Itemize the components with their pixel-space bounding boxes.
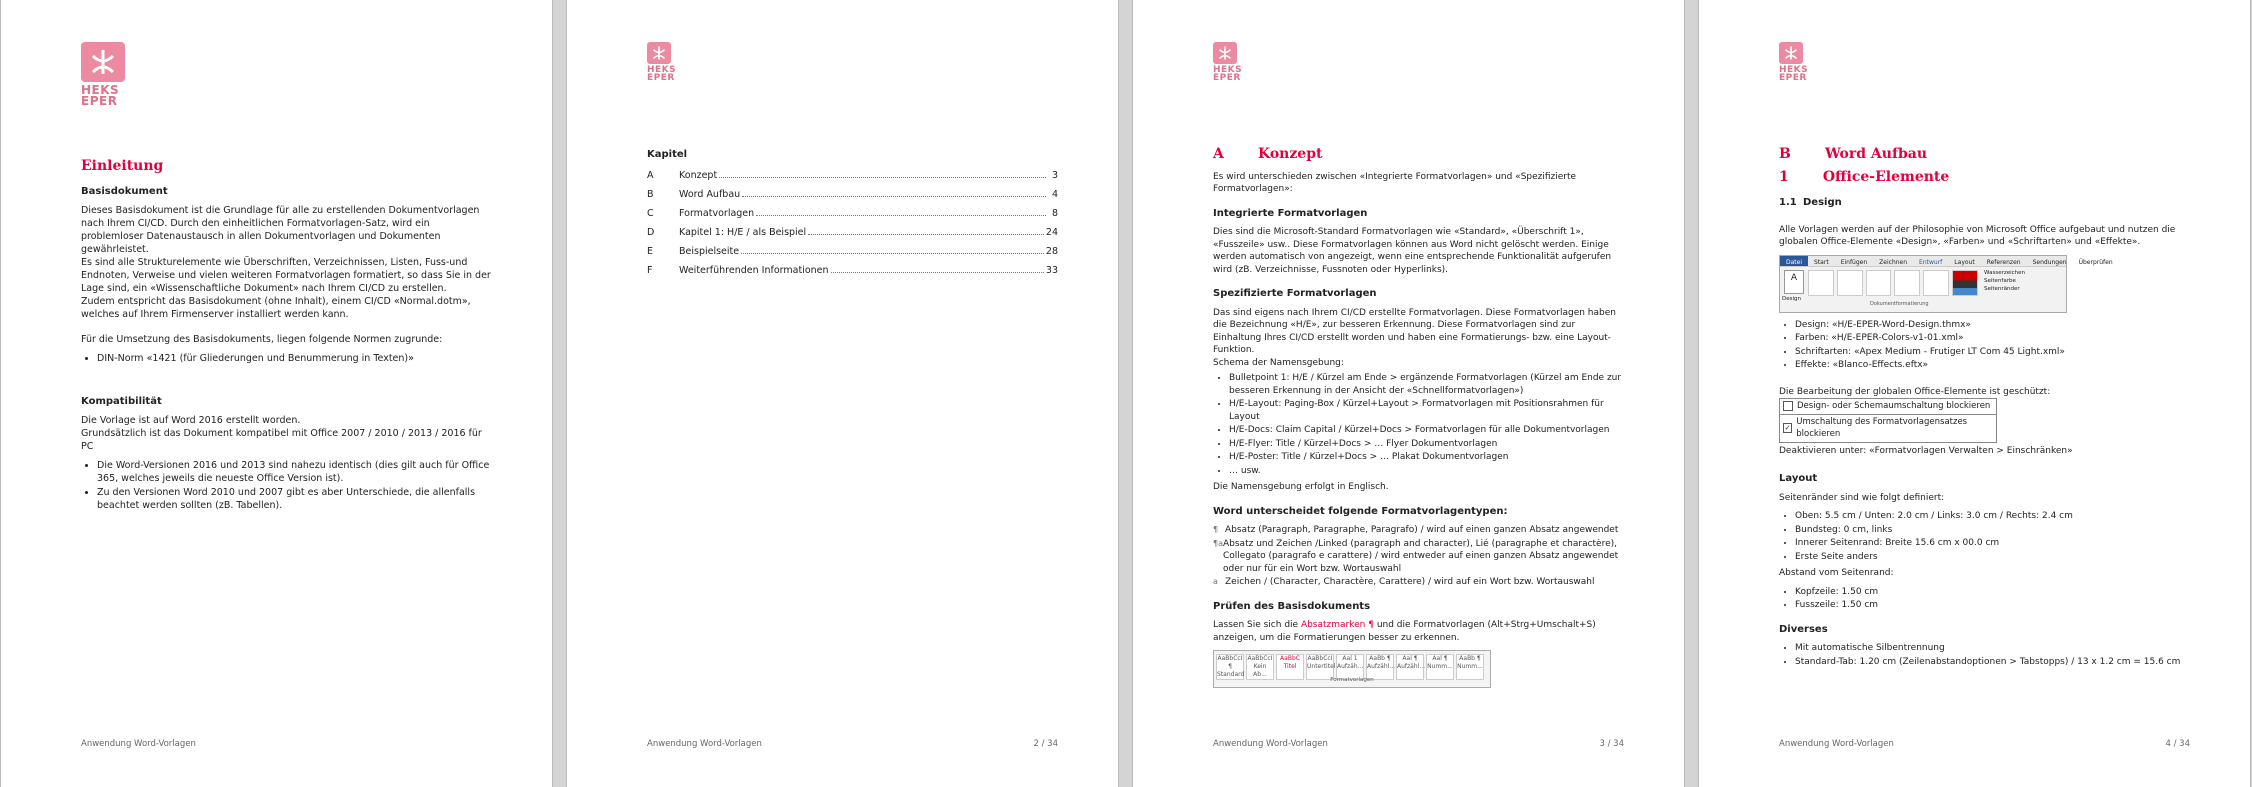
bullet-list — [1779, 642, 2190, 668]
ribbon-tab: Überprüfen — [2078, 258, 2113, 266]
ribbon-tab: Start — [1814, 258, 1829, 266]
logo-icon — [1779, 42, 1803, 64]
toc-text: Formatvorlagen — [679, 208, 755, 219]
ribbon-tab: Zeichnen — [1879, 258, 1908, 266]
page-4-content — [1779, 148, 2190, 669]
paragraph: Alle Vorlagen werden auf der Philosophie von Microsoft Office aufgebaut und nutzen die globalen Office-Elemente «Design», «Farben» und «Schriftarten» und «Effekte». — [1779, 224, 2176, 247]
heks-eper-logo — [1779, 42, 1808, 82]
style-type-item: ¶ Absatz (Paragraph, Paragraphe, Paragrafo) / wird auf einen ganzen Absatz angewendet — [1213, 525, 1619, 535]
character-style-icon: a — [1213, 577, 1218, 586]
list-item: • H/E-Poster: Title / Kürzel+Docs > … Plakat Dokumentvorlagen — [1229, 451, 1624, 464]
style-gallery-item: AaBbCcI Kein Ab... — [1247, 655, 1273, 678]
page-footer — [1213, 739, 1624, 749]
bullet-list — [1779, 586, 2190, 612]
chapter-title: A Konzept — [1213, 146, 1323, 162]
page-title: Einleitung — [81, 158, 164, 174]
ribbon-tabs — [1780, 256, 2113, 267]
toc-page: 3 — [1051, 170, 1058, 181]
list-item: • Bulletpoint 1: H/E / Kürzel am Ende > ergänzende Formatvorlagen (Kürzel am Ende zur besseren Erkennung in der Ansicht der «Schnellformatvorlagen») — [1229, 372, 1624, 397]
logo-text-heks: HEKS — [1213, 65, 1243, 75]
section-heading: Prüfen des Basisdokuments — [1213, 600, 1371, 612]
list-item: • Fusszeile: 1.50 cm — [1795, 599, 2190, 612]
toc-text: Word Aufbau — [679, 189, 741, 200]
list-item: • Mit automatische Silbentrennung — [1795, 642, 2190, 655]
toc-page: 4 — [1051, 189, 1058, 200]
paragraph: Das sind eigens nach Ihrem CI/CD erstellte Formatvorlagen. Diese Formatvorlagen haben die Bezeichnung «H/E», zur besseren Erkennung. Diese Formatvorlagen sind zur Einhaltung Ihres CI/CD erstellt worden und haben eine Formatierungs- bzw. eine Layout-Funktion. — [1213, 307, 1616, 355]
document-page-4 — [1698, 0, 2251, 787]
list-item: • Bundsteg: 0 cm, links — [1795, 524, 2190, 537]
toc-entry[interactable] — [647, 245, 1058, 264]
styles-ribbon-image — [1213, 650, 1491, 688]
section-heading: Diverses — [1779, 623, 1828, 635]
toc-entry[interactable] — [647, 264, 1058, 283]
style-gallery-item: AaBbC Titel — [1276, 654, 1304, 680]
paragraph: Grundsätzlich ist das Dokument kompatibel mit Office 2007 / 2010 / 2013 / 2016 für PC — [81, 428, 482, 452]
style-gallery-item: Aal ¶ Numm... — [1426, 654, 1454, 680]
toc-entry[interactable] — [647, 188, 1058, 207]
toc-letter: B — [647, 189, 654, 200]
page-footer — [647, 739, 1058, 749]
page-3-content — [1213, 148, 1624, 688]
style-gallery-item: Aal ¶ Aufzähl... — [1396, 654, 1424, 680]
bullet-list — [1779, 319, 2190, 372]
list-item: • Design: «H/E-EPER-Word-Design.thmx» — [1795, 319, 2190, 332]
paragraph: Die Namensgebung erfolgt in Englisch. — [1213, 482, 1389, 492]
toc-entry[interactable] — [647, 226, 1058, 245]
page-number: 2 / 34 — [1033, 739, 1058, 749]
paragraph: Schema der Namensgebung: — [1213, 357, 1344, 368]
footer-title: Anwendung Word-Vorlagen — [1213, 739, 1328, 749]
chapter-title: B Word Aufbau — [1779, 146, 1928, 162]
subsection-heading: 1.1 Design — [1779, 197, 1842, 208]
section-heading: Spezifizierte Formatvorlagen — [1213, 288, 1377, 299]
heks-eper-logo — [647, 42, 676, 82]
bullet-list — [81, 352, 492, 365]
style-gallery-item: Aal 1 Aufzäh... — [1336, 654, 1364, 680]
ribbon-tab: Sendungen — [2032, 258, 2067, 266]
toc-text: Konzept — [679, 170, 718, 181]
paragraph: Zudem entspricht das Basisdokument (ohne Inhalt), einem CI/CD «Normal.dotm», welches auf Ihrem Firmenserver installiert werden kann. — [81, 296, 471, 320]
toc-letter: D — [647, 227, 655, 238]
style-gallery-item: AaBb ¶ Numm... — [1456, 654, 1484, 680]
toc-letter: E — [647, 246, 654, 257]
logo-icon — [647, 42, 671, 64]
page-footer — [81, 739, 492, 749]
paragraph: Es wird unterschieden zwischen «Integrierte Formatvorlagen» und «Spezifizierte Formatvorlagen»: — [1213, 171, 1577, 194]
toc-text: Beispielseite — [679, 246, 740, 257]
paragraph: Die Bearbeitung der globalen Office-Elemente ist geschützt: — [1779, 386, 2051, 397]
logo-icon — [81, 42, 125, 82]
page-number: 3 / 34 — [1599, 739, 1624, 749]
paragraph: Die Vorlage ist auf Word 2016 erstellt worden. — [81, 415, 301, 426]
toc-letter: F — [647, 265, 653, 276]
toc-letter: C — [647, 208, 654, 219]
document-page-3 — [1132, 0, 1685, 787]
heks-eper-logo — [1213, 42, 1242, 82]
logo-text-heks: HEKS — [81, 83, 120, 97]
logo-icon — [1213, 42, 1237, 64]
ribbon-caption: Formatvorlagen — [1330, 676, 1374, 683]
list-item: • DIN-Norm «1421 (für Gliederungen und Benummerung in Texten)» — [97, 352, 492, 365]
paragraph: Es sind alle Strukturelemente wie Überschriften, Verzeichnissen, Listen, Fuss-und Endnoten, Verweise und vielen weiteren Formatvorlagen formatiert, so dass Sie in der Lage sind, ein «Wissenschaftliche Dokument» nach Ihrem CI/CD zu erstellen. — [81, 257, 491, 294]
logo-text-eper: EPER — [81, 94, 118, 108]
table-of-contents — [647, 148, 1058, 283]
section-heading: Word unterscheidet folgende Formatvorlagentypen: — [1213, 505, 1508, 517]
toc-text: Weiterführenden Informationen — [679, 265, 829, 276]
style-type-item: a Zeichen / (Character, Charactère, Carattere) / wird auf ein Wort bzw. Wortauswahl — [1213, 577, 1595, 587]
list-item: • Erste Seite anders — [1795, 551, 2190, 564]
list-item: • H/E-Docs: Claim Capital / Kürzel+Docs > Formatvorlagen für alle Dokumentvorlagen — [1229, 424, 1624, 437]
style-gallery-item: AaBb ¶ Aufzähl... — [1366, 654, 1394, 680]
style-gallery-item: AaBbCcI ¶ Standard — [1217, 655, 1245, 678]
section-heading: Kompatibilität — [81, 396, 162, 407]
toc-text: Kapitel 1: H/E / als Beispiel — [679, 227, 807, 238]
paragraph: Für die Umsetzung des Basisdokuments, liegen folgende Normen zugrunde: — [81, 334, 443, 345]
bullet-list — [1213, 372, 1624, 477]
document-page-2 — [566, 0, 1119, 787]
footer-title: Anwendung Word-Vorlagen — [647, 739, 762, 749]
section-title: 1 Office-Elemente — [1779, 168, 1950, 185]
list-item: • Schriftarten: «Apex Medium - Frutiger LT Com 45 Light.xml» — [1795, 346, 2190, 359]
page-background-options: Wasserzeichen Seitenfarbe Seitenränder — [1984, 269, 2026, 292]
paragraph: Deaktivieren unter: «Formatvorlagen Verwalten > Einschränken» — [1779, 445, 2073, 456]
footer-title: Anwendung Word-Vorlagen — [1779, 739, 1894, 749]
paragraph: Abstand vom Seitenrand: — [1779, 568, 1894, 578]
paragraph: Lassen Sie sich die Absatzmarken ¶ und die Formatvorlagen (Alt+Strg+Umschalt+S) anzeigen, um die Formatierungen besser zu erkennen. — [1213, 620, 1596, 643]
paragraph-style-icon: ¶ — [1213, 525, 1219, 534]
toc-page: 8 — [1051, 208, 1058, 219]
ribbon-caption: Dokumentformatierung — [1870, 301, 1929, 307]
toc-entry[interactable] — [647, 169, 1058, 188]
ribbon-tab: Layout — [1954, 258, 1975, 266]
paragraph-mark-highlight: Absatzmarken ¶ — [1300, 620, 1374, 630]
section-heading: Integrierte Formatvorlagen — [1213, 207, 1368, 219]
logo-text-eper: EPER — [647, 73, 675, 83]
paragraph: Seitenränder sind wie folgt definiert: — [1779, 492, 1945, 503]
logo-text-eper: EPER — [1213, 73, 1241, 83]
bullet-list — [1779, 510, 2190, 563]
list-item: • Zu den Versionen Word 2010 und 2007 gibt es aber Unterschiede, die allenfalls beachtet werden sollten (zB. Tabellen). — [97, 486, 492, 512]
ribbon-tab: Referenzen — [1986, 258, 2021, 266]
toc-page: 24 — [1045, 227, 1058, 238]
list-item: • Die Word-Versionen 2016 und 2013 sind nahezu identisch (dies gilt auch für Office 365, welches jeweils die neueste Office Version ist). — [97, 459, 492, 485]
section-heading: Basisdokument — [81, 186, 168, 197]
linked-style-icon: ¶a — [1213, 538, 1223, 548]
section-heading: Layout — [1779, 473, 1818, 484]
heks-eper-logo — [81, 42, 125, 107]
list-item: • Kopfzeile: 1.50 cm — [1795, 586, 2190, 599]
paragraph: Dies sind die Microsoft-Standard Formatvorlagen wie «Standard», «Überschrift 1», «Fusszeile» usw.. Diese Formatvorlagen können aus Word nicht gelöscht werden. Einige werden automatisch von angezeigt, wenn eine entsprechende Funktionalität aufgerufen wird (zB. Verzeichnisse, Fussnoten oder Hyperlinks). — [1213, 227, 1612, 275]
design-gallery — [1808, 270, 1978, 296]
toc-entry[interactable] — [647, 207, 1058, 226]
bullet-list — [81, 459, 492, 512]
footer-title: Anwendung Word-Vorlagen — [81, 739, 196, 749]
list-item: • Oben: 5.5 cm / Unten: 2.0 cm / Links: 3.0 cm / Rechts: 2.4 cm — [1795, 510, 2190, 523]
logo-text-heks: HEKS — [1779, 65, 1809, 75]
design-label: Design — [1782, 295, 1801, 302]
list-item: • Farben: «H/E-EPER-Colors-v1-01.xml» — [1795, 332, 2190, 345]
list-item: • H/E-Flyer: Title / Kürzel+Docs > … Flyer Dokumentvorlagen — [1229, 438, 1624, 451]
ribbon-tab: Datei — [1780, 256, 1808, 266]
toc-title: Kapitel — [647, 149, 688, 160]
design-thumbnail: A — [1784, 270, 1804, 294]
toc-page: 28 — [1045, 246, 1058, 257]
block-styleset-checkbox[interactable]: ✓ Umschaltung des Formatvorlagensatzes blockieren — [1779, 415, 1997, 443]
list-item: • Effekte: «Blanco-Effects.eftx» — [1795, 359, 2190, 372]
page-number: 4 / 34 — [2165, 739, 2190, 749]
block-design-checkbox[interactable]: Design- oder Schemaumschaltung blockieren — [1779, 398, 1997, 415]
toc-page: 33 — [1045, 265, 1058, 276]
paragraph: Dieses Basisdokument ist die Grundlage für alle zu erstellenden Dokumentvorlagen nach Ihrem CI/CD. Durch den einheitlichen Formatvorlagen-Satz, wird ein problemloser Datenaustausch in allen Dokumentvorlagen und Dokumenten gewährleistet. — [81, 205, 480, 255]
style-type-item: ¶a Absatz und Zeichen /Linked (paragraph and character), Lié (paragraphe et charactère), Collegato (paragrafo e carattere) / wird entweder auf einen ganzen Absatz angewendet oder nur für ein Wort bzw. Wortauswahl — [1213, 538, 1619, 574]
toc-letter: A — [647, 170, 654, 181]
document-page-1 — [0, 0, 553, 787]
page-footer — [1779, 739, 2190, 749]
page-1-content — [81, 160, 492, 513]
logo-text-heks: HEKS — [647, 65, 677, 75]
list-item: • Innerer Seitenrand: Breite 15.6 cm x 00.0 cm — [1795, 537, 2190, 550]
logo-text-eper: EPER — [1779, 73, 1807, 83]
style-gallery-item: AaBbCcI Untertitel — [1306, 654, 1334, 680]
ribbon-tab: Einfügen — [1840, 258, 1868, 266]
office-design-ribbon-image — [1779, 255, 2113, 313]
ribbon-tab: Entwurf — [1919, 258, 1943, 266]
list-item: • … usw. — [1229, 465, 1624, 478]
list-item: • Standard-Tab: 1.20 cm (Zeilenabstandoptionen > Tabstopps) / 13 x 1.2 cm = 15.6 cm — [1795, 656, 2190, 669]
list-item: • H/E-Layout: Paging-Box / Kürzel+Layout > Formatvorlagen mit Positionsrahmen für Layout — [1229, 398, 1624, 423]
